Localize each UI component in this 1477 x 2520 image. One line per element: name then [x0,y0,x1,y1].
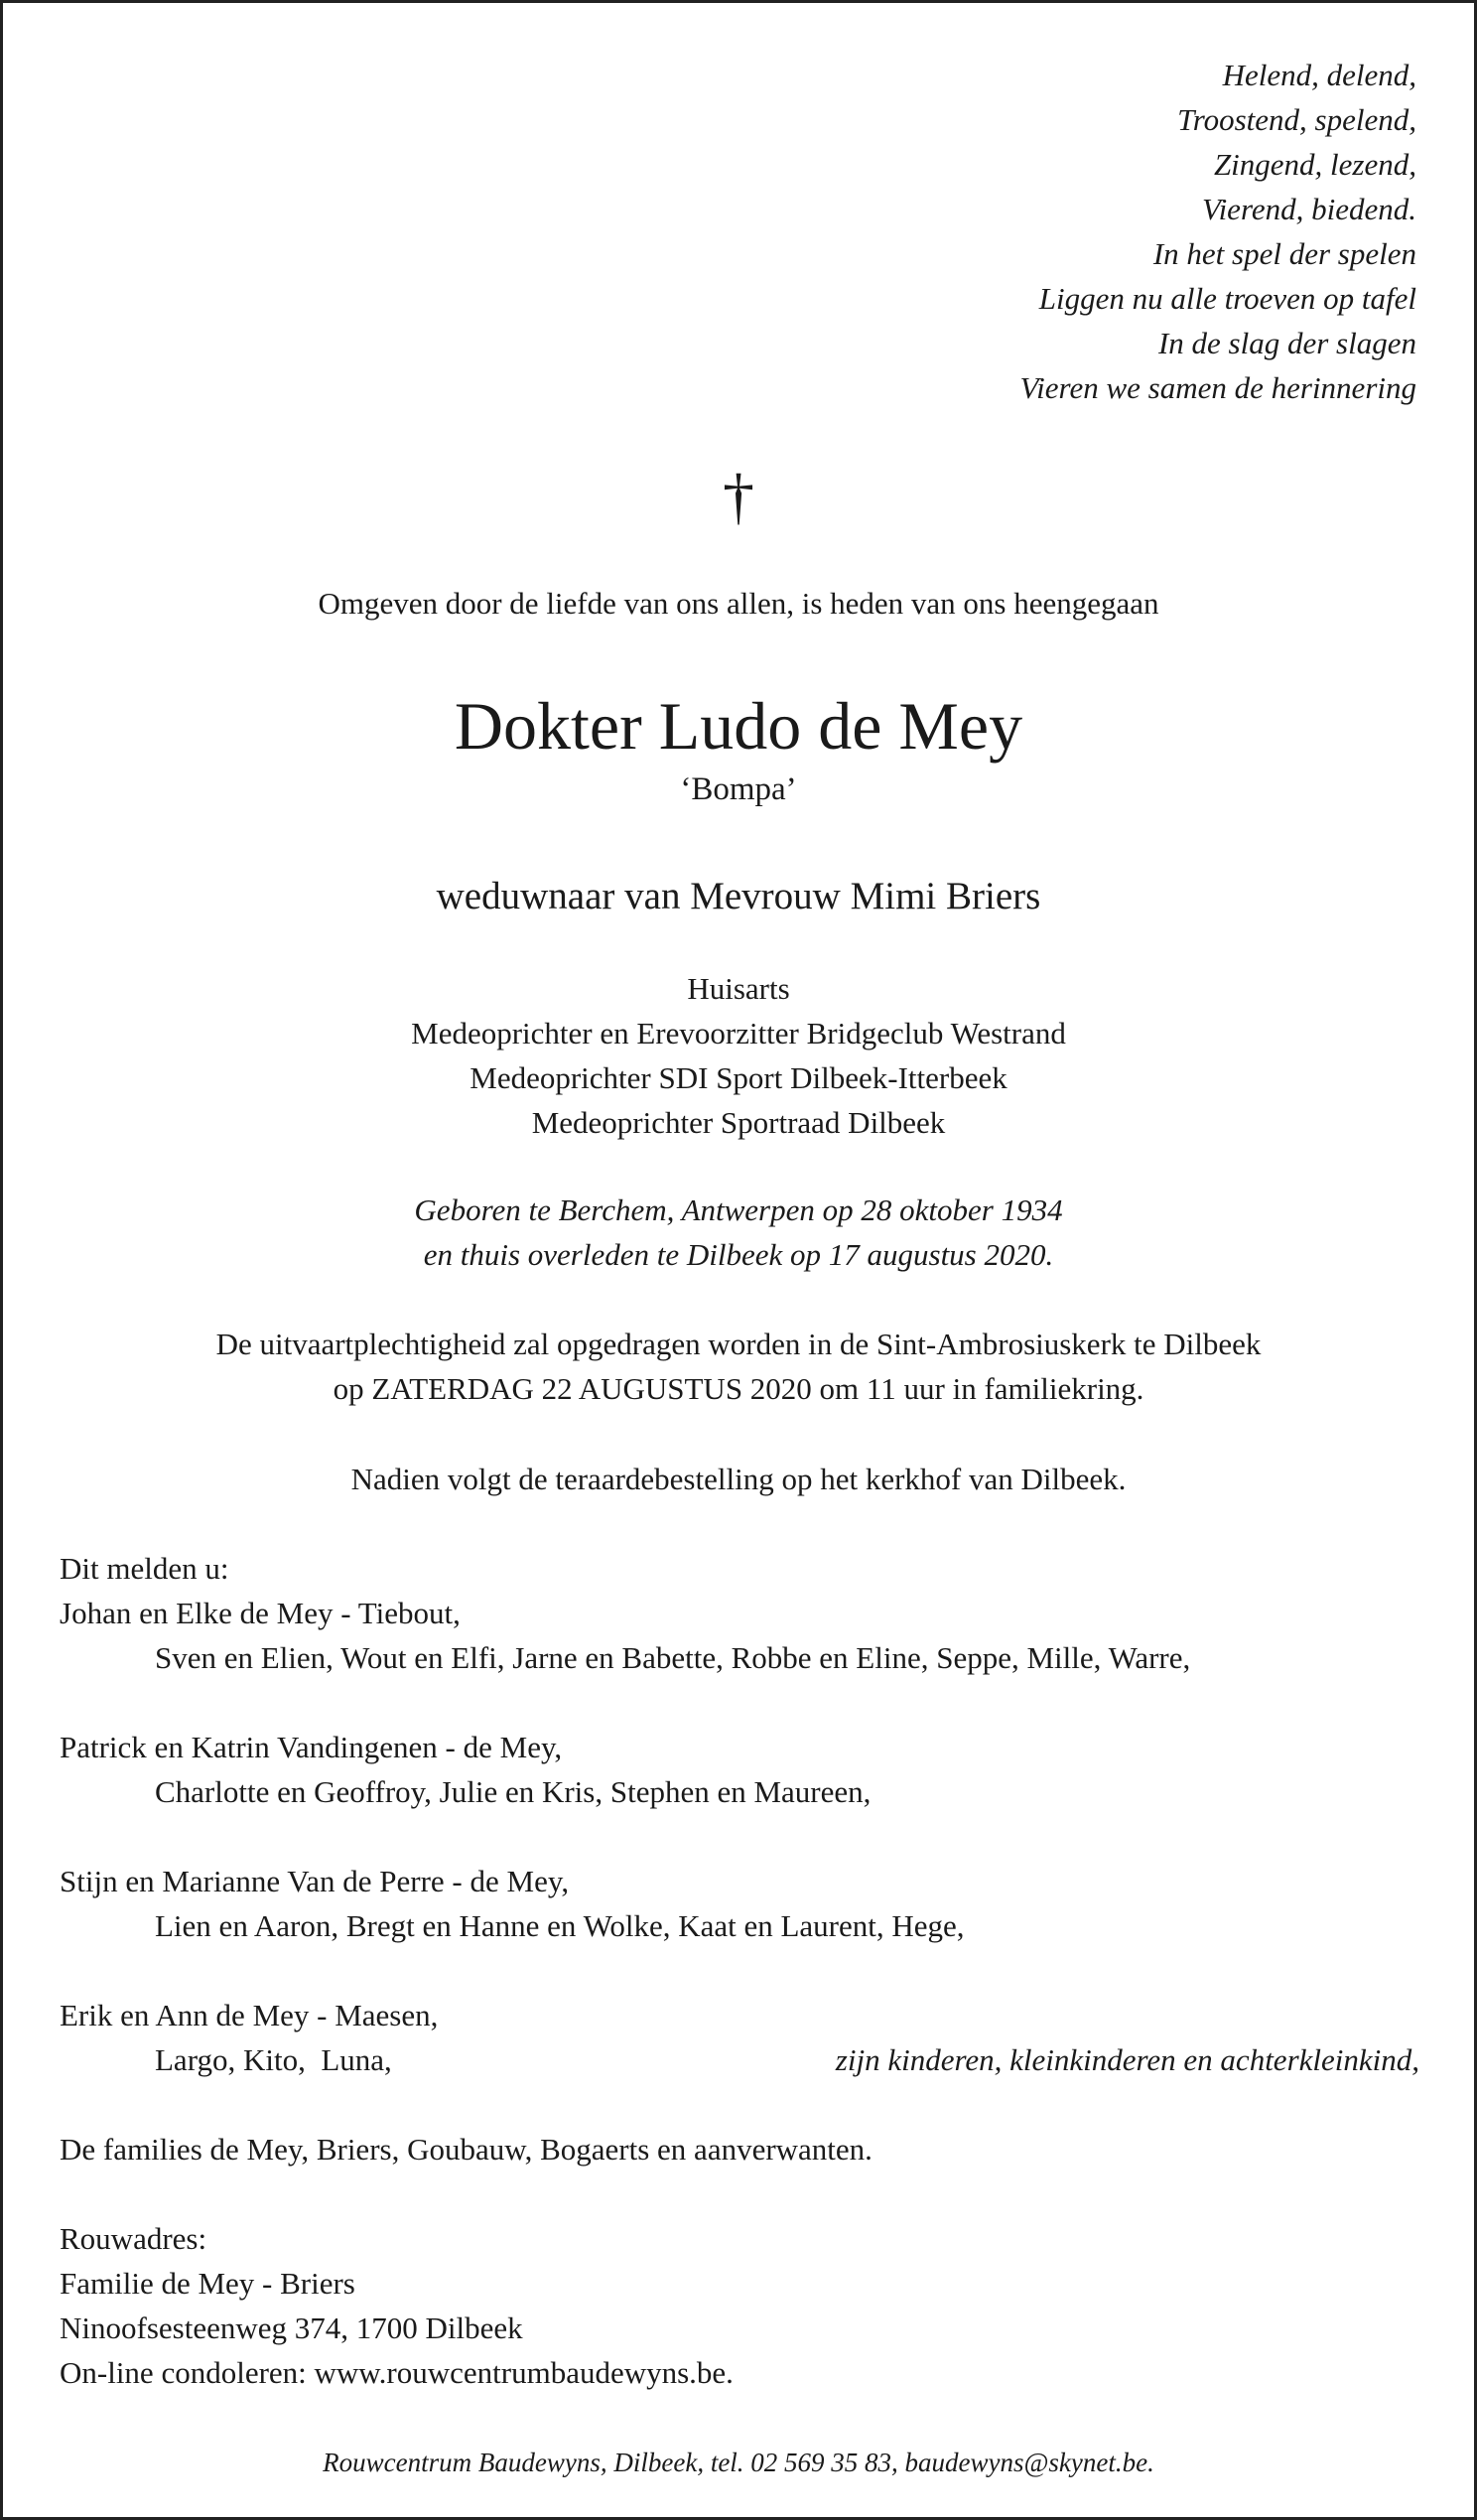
family-children: Charlotte en Geoffroy, Julie en Kris, Stephen en Maureen, [155,1774,872,1809]
nickname: ‘Bompa’ [680,771,797,807]
address-street: Ninoofsesteenweg 374, 1700 Dilbeek [60,2310,523,2345]
family-parents: Patrick en Katrin Vandingenen - de Mey, [60,1730,563,1764]
poem-line: Vieren we samen de herinnering [1019,370,1416,405]
death-line: en thuis overleden te Dilbeek op 17 augustus 2020. [423,1237,1054,1272]
family-parents: Stijn en Marianne Van de Perre - de Mey, [60,1864,570,1898]
title-line: Medeoprichter en Erevoorzitter Bridgeclub Westrand [411,1016,1066,1050]
poem-line: Vierend, biedend. [1201,192,1416,226]
extended-family: De families de Mey, Briers, Goubauw, Bogaerts en aanverwanten. [60,2132,873,2167]
family-children: Sven en Elien, Wout en Elfi, Jarne en Babette, Robbe en Eline, Seppe, Mille, Warre, [155,1640,1191,1675]
intro-text: Omgeven door de liefde van ons allen, is heden van ons heengegaan [318,586,1159,621]
family-children-row [60,2037,1429,2082]
announce-intro: Dit melden u: [60,1551,229,1586]
family-parents: Johan en Elke de Mey - Tiebout, [60,1596,461,1630]
address-heading: Rouwadres: [60,2221,207,2256]
poem [1020,53,1416,410]
deceased-name: Dokter Ludo de Mey [454,688,1023,764]
relation-label: zijn kinderen, kleinkinderen en achterkleinkind, [835,2042,1419,2077]
family-children: Largo, Kito, Luna, [155,2042,392,2077]
poem-line: Troostend, spelend, [1177,102,1416,137]
online-condolence: On-line condoleren: www.rouwcentrumbaudewyns.be. [60,2355,734,2390]
title-line: Huisarts [687,971,790,1006]
address-name: Familie de Mey - Briers [60,2266,355,2301]
funeral-line: op ZATERDAG 22 AUGUSTUS 2020 om 11 uur in familiekring. [333,1371,1144,1406]
title-line: Medeoprichter Sportraad Dilbeek [531,1105,946,1140]
widower-line: weduwnaar van Mevrouw Mimi Briers [436,875,1041,917]
family-parents: Erik en Ann de Mey - Maesen, [60,1998,439,2032]
cross-icon: † [723,461,754,531]
family-children: Lien en Aaron, Bregt en Hanne en Wolke, Kaat en Laurent, Hege, [155,1908,965,1943]
poem-line: In de slag der slagen [1157,326,1416,360]
poem-line: Helend, delend, [1222,58,1416,92]
poem-line: Zingend, lezend, [1213,147,1416,182]
funeral-info [3,1322,1474,1411]
birth-line: Geboren te Berchem, Antwerpen op 28 oktober 1934 [414,1192,1063,1227]
footer-funeral-home: Rouwcentrum Baudewyns, Dilbeek, tel. 02 569 35 83, baudewyns@skynet.be. [323,2448,1154,2477]
poem-line: Liggen nu alle troeven op tafel [1038,281,1416,316]
title-line: Medeoprichter SDI Sport Dilbeek-Itterbeek [470,1060,1007,1095]
burial-info: Nadien volgt de teraardebestelling op het kerkhof van Dilbeek. [350,1462,1127,1496]
birth-death-info [3,1188,1474,1277]
announcement [60,1546,1429,2395]
poem-line: In het spel der spelen [1152,236,1416,271]
funeral-line: De uitvaartplechtigheid zal opgedragen worden in de Sint-Ambrosiuskerk te Dilbeek [215,1327,1262,1361]
titles [3,966,1474,1145]
